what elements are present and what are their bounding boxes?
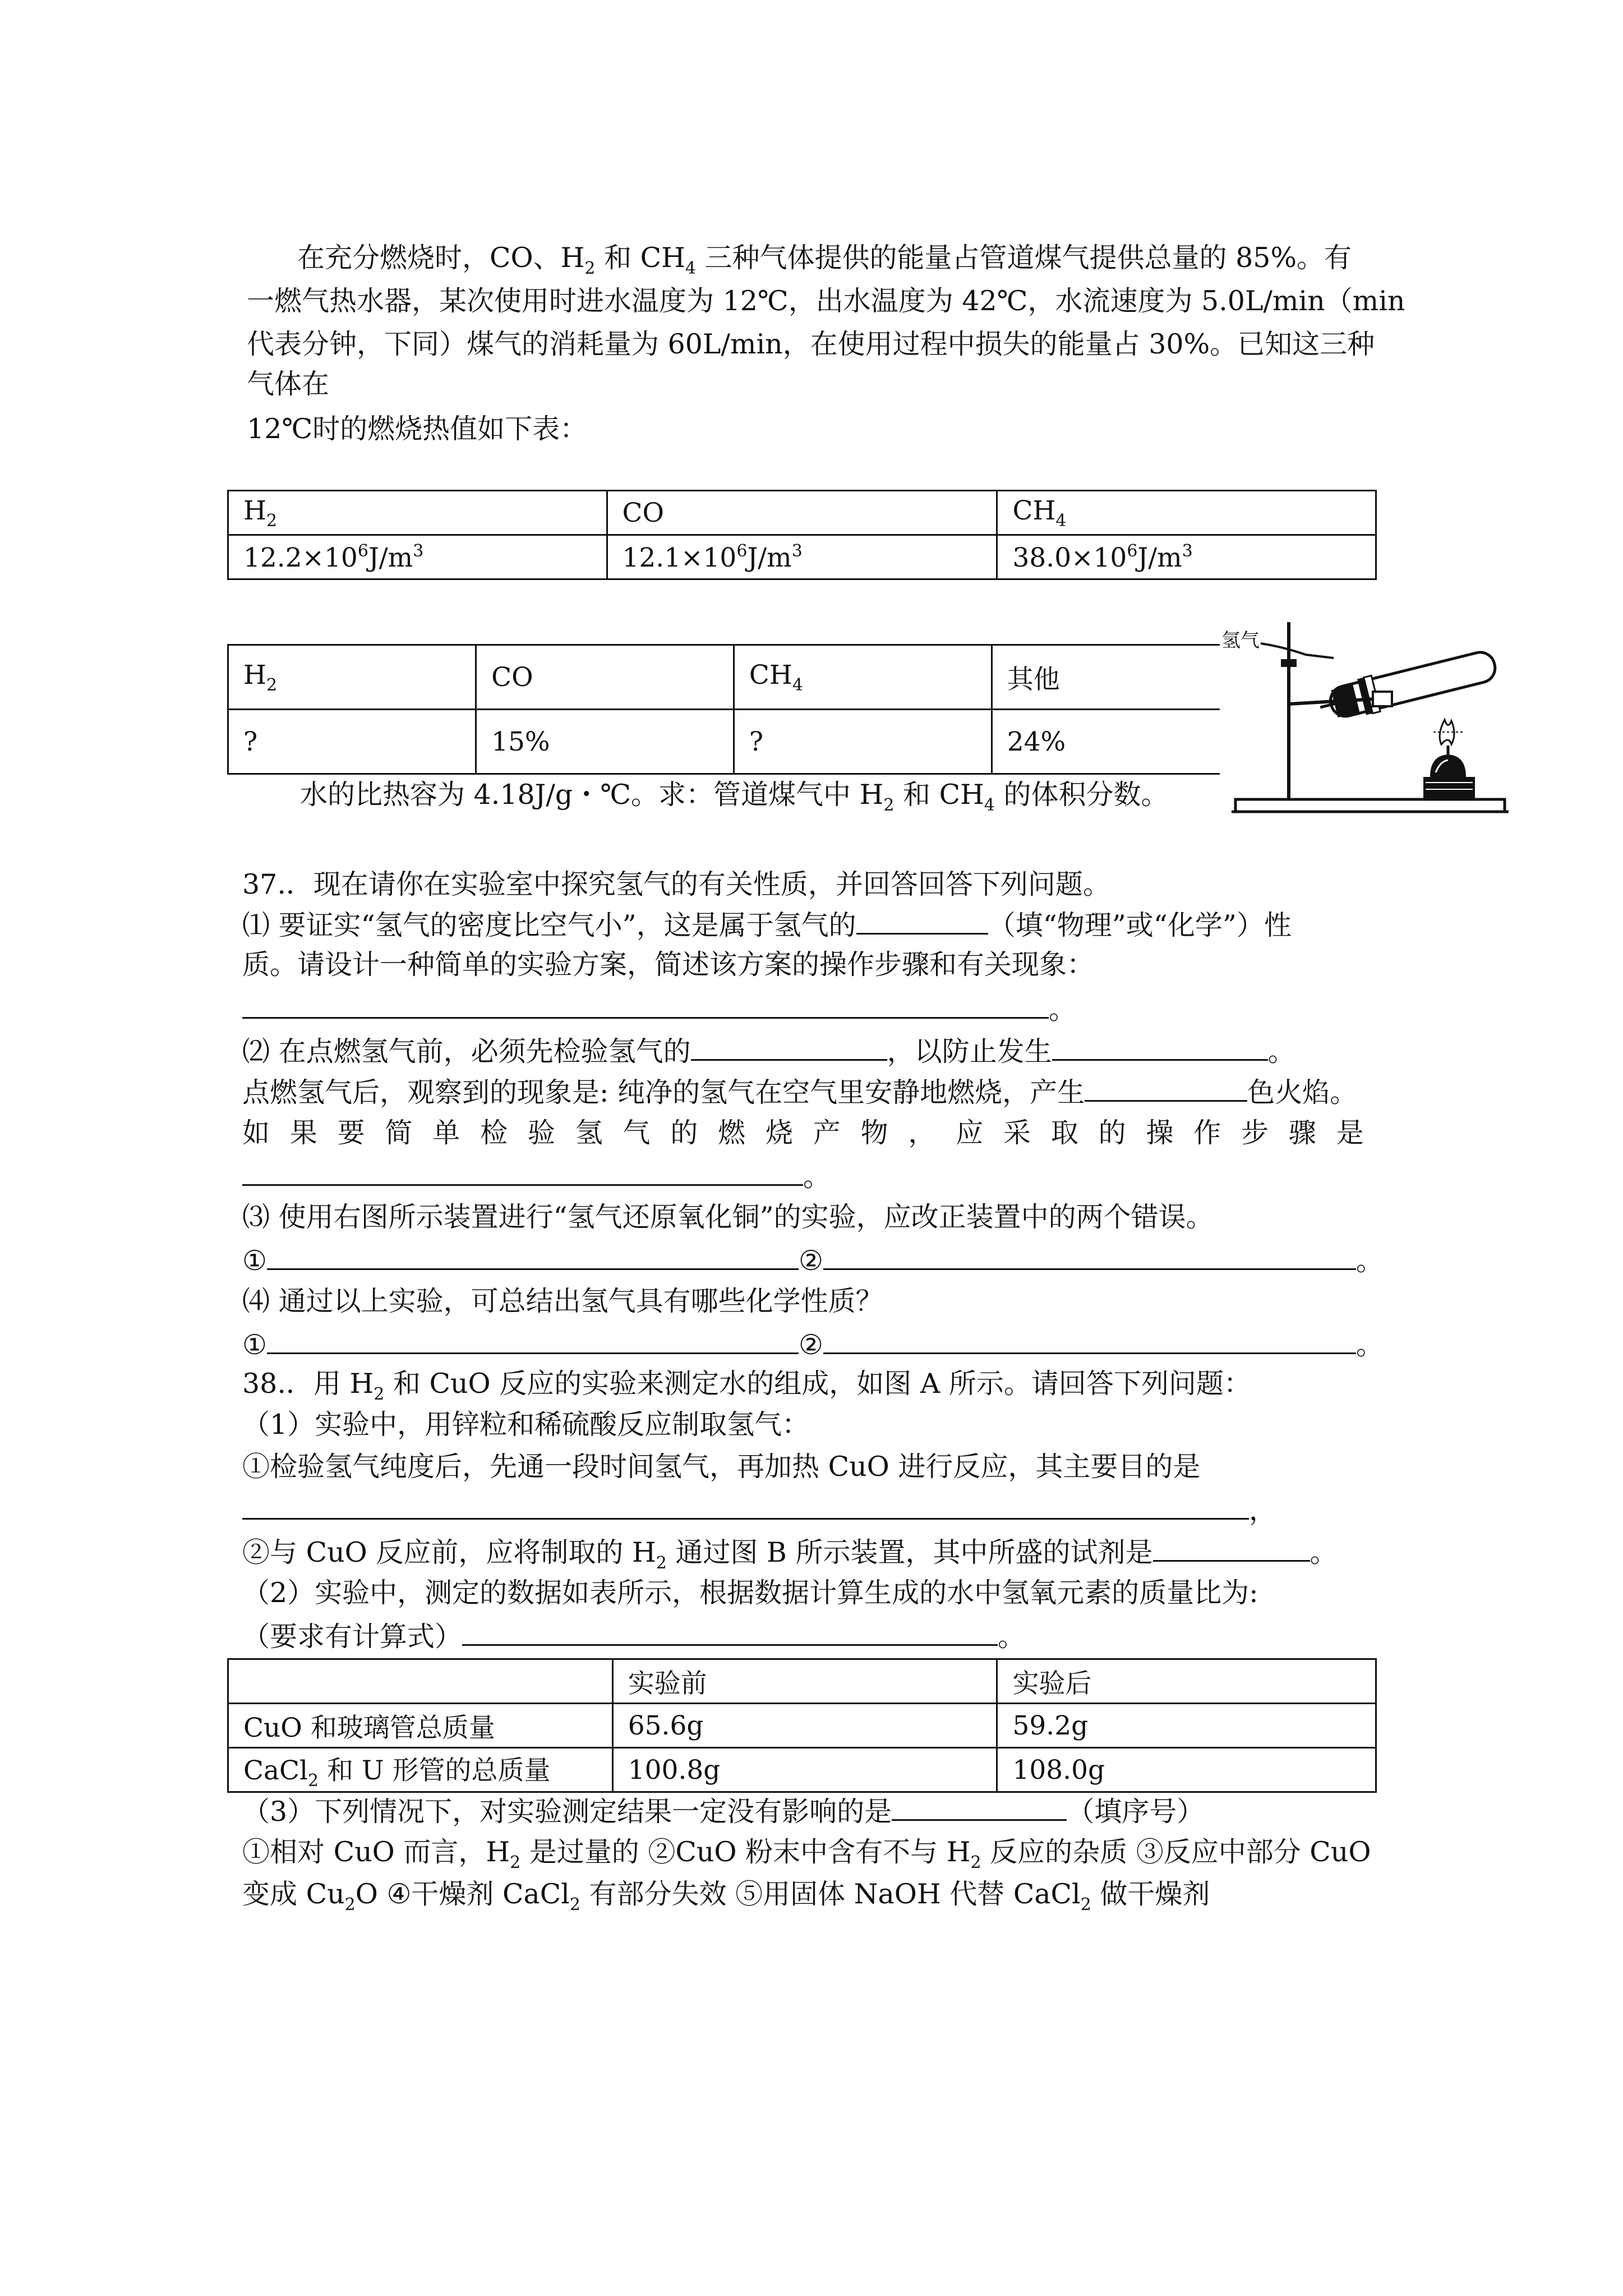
answer-blank-property-1[interactable] [267,1327,799,1354]
q37-part1-text-a: ⑴ 要证实“氢气的密度比空气小”，这是属于氢气的 [242,909,856,941]
spread-char: ， [908,1117,936,1149]
q38-step2: （2）实验中，测定的数据如表所示，根据数据计算生成的水中氢氧元素的质量比为: [242,1577,1258,1609]
answer-blank-property-type[interactable] [856,907,988,935]
spread-char: 作 [1193,1117,1221,1149]
q38-title: 38.．用 $H_2$ 和 CuO 反应的实验来测定水的组成，如图 A 所示。请回答下列问题： [242,1368,1251,1404]
heat-header-h2: $H_2$ [228,491,607,535]
spread-char: 烧 [765,1117,793,1149]
q38-step3-text: （3）下列情况下，对实验测定结果一定没有影响的是 [242,1796,892,1828]
heat-header-co: CO [607,491,997,535]
spread-char: 燃 [718,1117,746,1149]
spread-char: 检 [480,1117,508,1149]
q37-part1-text-b: （填“物理”或“化学”）性 [988,909,1292,941]
q37-part2-text-c: 点燃氢气后，观察到的现象是: 纯净的氢气在空气里安静地燃烧，产生 [242,1076,1085,1108]
q38-step1a: ①检验氢气纯度后，先通一段时间氢气，再加热 CuO 进行反应，其主要目的是 [242,1451,1201,1483]
circle-1: ① [242,1329,267,1361]
q36-tail-line: 水的比热容为 4.18J/g・℃。求：管道煤气中 $H_2$ 和 $CH_4$ 的体积分数。 [300,779,1169,815]
intro-line-4: 气体在 [247,368,330,400]
spread-char: 产 [813,1117,841,1149]
answer-blank-options[interactable] [892,1793,1067,1821]
spread-char: 步 [1241,1117,1269,1149]
answer-blank-purpose[interactable] [242,1492,1249,1520]
mass-header-after: 实验后 [997,1659,1376,1704]
spread-char: 如 [242,1117,270,1149]
end-mark: 。 [1267,1036,1295,1068]
mass-row-after: 108.0g [997,1748,1376,1792]
heat-value-ch4: $38.0\times 10^6J/m^3$ [997,535,1376,579]
hydrogen-reduction-apparatus-figure [1221,614,1513,827]
comp-value-h2: ? [228,710,476,774]
q38-step2b-text: （要求有计算式） [242,1621,463,1653]
q37-part2-line3 [242,1116,1364,1150]
q38-step1: （1）实验中，用锌粒和稀硫酸反应制取氢气： [242,1409,810,1441]
q38-step3-tail: （填序号） [1067,1796,1205,1828]
spread-char: 简 [385,1117,413,1149]
answer-blank-property-2[interactable] [823,1327,1356,1354]
comp-header-h2: $H_2$ [228,645,476,710]
spread-char: 采 [1003,1117,1031,1149]
q38-step2b [242,1618,1025,1654]
comp-header-co: CO [476,645,734,710]
mass-row-label: CuO 和玻璃管总质量 [228,1704,613,1748]
q38-options-line2: 变成 $Cu_2O$ ④干燥剂 CaCl$_2$ 有部分失效 ⑤用固体 NaOH 代替 CaCl$_2$ 做干燥剂 [242,1878,1210,1915]
circle-1: ① [242,1245,267,1277]
mass-table-header-row [228,1659,1376,1704]
spread-char: 应 [956,1117,984,1149]
composition-header-row [228,645,1220,710]
q38-step1b-text: ②与 CuO 反应前，应将制取的 $H_2$ 通过图 B 所示装置，其中所盛的试剂是 [242,1536,1153,1573]
comp-value-ch4: ? [734,710,992,774]
spread-char: 果 [289,1117,317,1149]
end-mark: 。 [1355,1329,1384,1361]
comp-header-ch4: $CH_4$ [734,645,992,710]
q38-options-line1: ①相对 CuO 而言，$H_2$ 是过量的 ②CuO 粉末中含有不与 $H_2$ 反应的杂质 ③反应中部分 CuO [242,1836,1371,1872]
composition-value-row [228,710,1220,774]
heat-value-table [227,490,1377,580]
circle-2: ② [798,1329,823,1361]
spread-char: 验 [527,1117,555,1149]
comp-value-co: 15% [476,710,734,774]
answer-blank-prevent[interactable] [1052,1033,1268,1061]
spread-char: 要 [337,1117,365,1149]
q37-part2-text-d: 色火焰。 [1247,1076,1358,1108]
intro-line-3: 代表分钟，下同）煤气的消耗量为 60L/min，在使用过程中损失的能量占 30%。已知这三种 [247,328,1375,360]
heat-value-co: $12.1\times 10^6J/m^3$ [607,535,997,579]
end-mark: 。 [1049,993,1077,1025]
answer-blank-steps[interactable] [242,1158,803,1186]
end-mark: 。 [803,1161,831,1193]
end-mark: 。 [1310,1536,1338,1568]
q37-part2-line4 [242,1158,831,1194]
spread-char: 操 [1146,1117,1174,1149]
mass-table-row [228,1704,1376,1748]
q37-part2-line2 [242,1074,1357,1110]
spread-char: 气 [623,1117,651,1149]
circle-2: ② [798,1245,823,1277]
spread-char: 是 [1336,1117,1364,1149]
mass-table-row [228,1748,1376,1792]
spread-char: 氢 [575,1117,603,1149]
answer-blank-error-1[interactable] [267,1243,799,1270]
comma: ， [1249,1494,1277,1526]
end-mark: 。 [998,1621,1026,1653]
q38-step3 [242,1793,1204,1829]
spread-char: 物 [860,1117,888,1149]
spread-char: 单 [432,1117,460,1149]
composition-table [227,644,1220,775]
mass-row-before: 65.6g [612,1704,997,1748]
q37-part4-answers [242,1327,1384,1362]
q37-part3-text: ⑶ 使用右图所示装置进行“氢气还原氧化铜”的实验，应改正装置中的两个错误。 [242,1201,1214,1233]
mass-header-before: 实验前 [612,1659,997,1704]
apparatus-hydrogen-label: 氢气 [1221,629,1260,652]
spread-char: 的 [670,1117,698,1149]
q37-part3-answers [242,1243,1384,1278]
answer-blank-purity[interactable] [691,1033,887,1061]
q37-part2-text-a: ⑵ 在点燃氢气前，必须先检验氢气的 [242,1036,691,1068]
comp-header-other: 其他 [992,645,1220,710]
q38-step1a-blank [242,1492,1276,1527]
intro-line-5: 12℃时的燃烧热值如下表： [247,413,588,445]
answer-blank-experiment-plan[interactable] [242,991,1049,1019]
mass-table [227,1658,1377,1793]
heat-header-ch4: $CH_4$ [997,491,1376,535]
spread-char: 骤 [1288,1117,1316,1149]
q37-part1-line3 [242,991,1076,1027]
answer-blank-mass-ratio[interactable] [462,1618,998,1646]
spread-char: 的 [1098,1117,1126,1149]
q37-part1-line1 [242,907,1292,942]
q37-part2-text-b: ，以防止发生 [887,1036,1052,1068]
mass-row-before: 100.8g [612,1748,997,1792]
end-mark: 。 [1355,1245,1384,1277]
heat-value-h2: $12.2\times 10^6J/m^3$ [228,535,607,579]
mass-row-after: 59.2g [997,1704,1376,1748]
heat-table-header-row [228,491,1376,535]
mass-header-empty [228,1659,613,1704]
mass-row-label: CaCl$_2$ 和 U 形管的总质量 [228,1748,613,1792]
heat-table-value-row [228,535,1376,579]
q37-part4-text: ⑷ 通过以上实验，可总结出氢气具有哪些化学性质？ [242,1285,883,1317]
intro-line-1: 在充分燃烧时，CO、$H_2$ 和 $CH_4$ 三种气体提供的能量占管道煤气提供总量的 85%。有 [297,242,1352,278]
answer-blank-error-2[interactable] [823,1243,1356,1270]
answer-blank-flame-color[interactable] [1085,1074,1247,1102]
q37-part1-line2: 质。请设计一种简单的实验方案，简述该方案的操作步骤和有关现象： [242,949,1095,981]
comp-value-other: 24% [992,710,1220,774]
intro-line-2: 一燃气热水器，某次使用时进水温度为 12℃，出水温度为 42℃，水流速度为 5.0L/min（min [247,285,1405,317]
q38-step1b [242,1534,1338,1580]
spread-char: 取 [1050,1117,1078,1149]
answer-blank-reagent[interactable] [1153,1534,1310,1562]
q37-part2-line1 [242,1033,1295,1069]
q37-title: 37.．现在请你在实验室中探究氢气的有关性质，并回答回答下列问题。 [242,868,1110,900]
